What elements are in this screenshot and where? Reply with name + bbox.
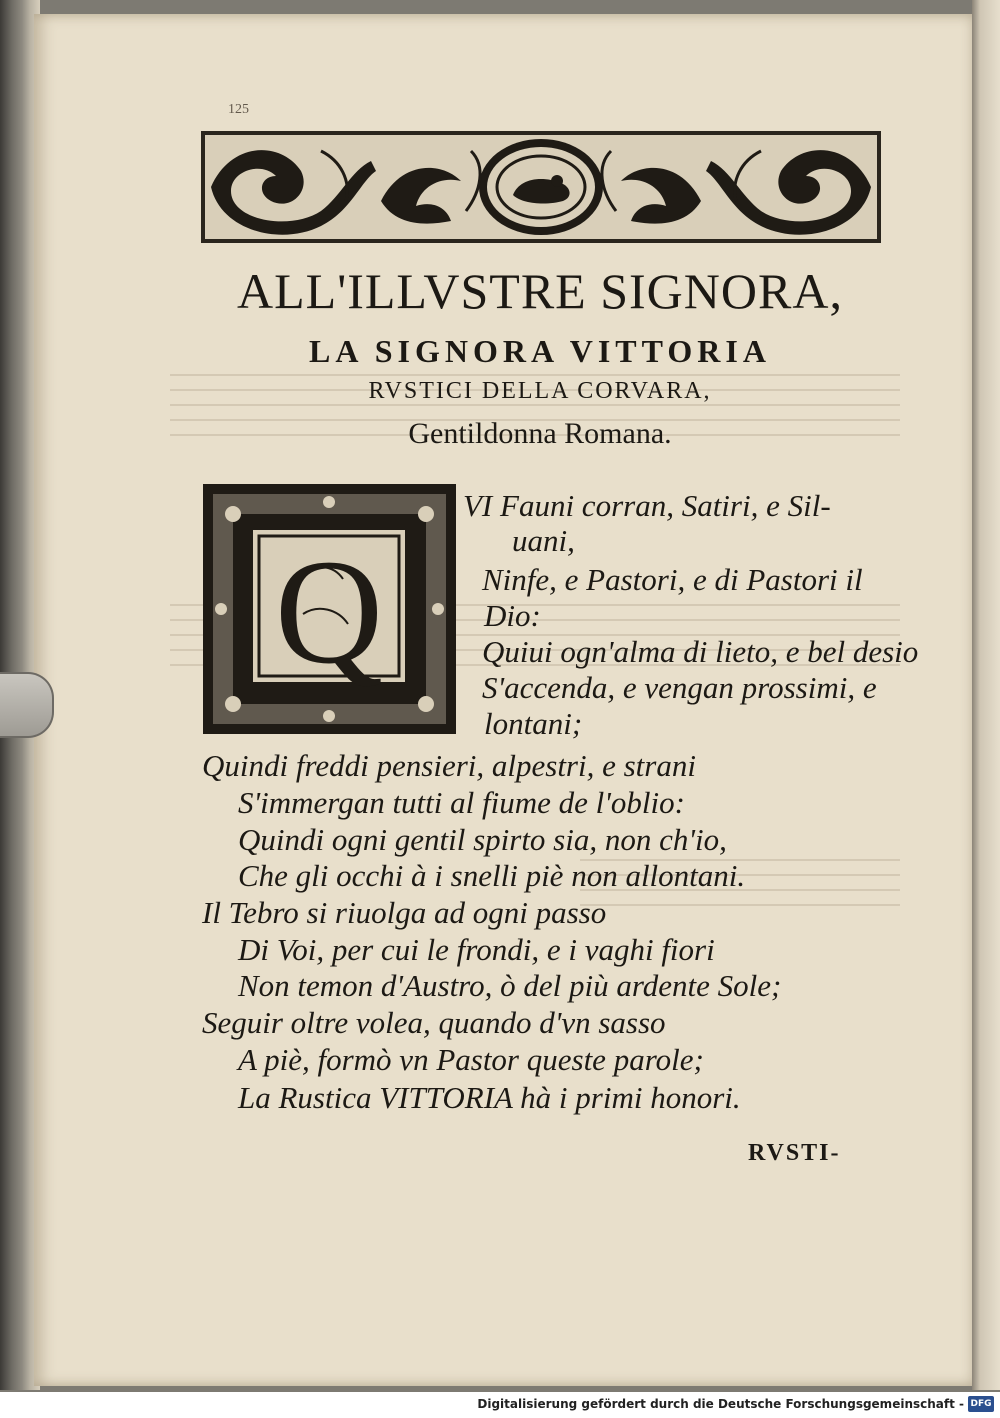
verse-line-10: Quindi ogni gentil spirto sia, non ch'io, [238,822,727,857]
initial-letter: Q [274,529,384,695]
dfg-logo: DFG [968,1396,994,1412]
page-number: 125 [228,102,249,117]
verse-line-3: Ninfe, e Pastori, e di Pastori il [482,562,863,597]
verse-line-12: Il Tebro si riuolga ad ogni passo [202,895,607,930]
verse-line-2: uani, [512,523,575,558]
dedication-title: ALL'ILLVSTRE SIGNORA, [237,263,843,319]
dedication-descriptor: Gentildonna Romana. [408,417,672,450]
facing-page-edge [972,0,1000,1390]
page-clip [0,672,54,738]
verse-line-6: S'accenda, e vengan prossimi, e [482,670,877,705]
decorated-initial-q [203,484,456,734]
footer-credit: Digitalisierung gefördert durch die Deutsche Forschungsgemeinschaft - [477,1397,964,1411]
verse-line-9: S'immergan tutti al fiume de l'oblio: [238,785,685,820]
verse-line-11: Che gli occhi à i snelli piè non allontani. [238,858,746,893]
verse-line-13: Di Voi, per cui le frondi, e i vaghi fiori [238,932,715,967]
verse-line-7: lontani; [484,706,583,741]
header-ornament-woodcut [201,131,881,243]
dedication-family: RVSTICI DELLA CORVARA, [368,378,712,404]
verse-line-16: A piè, formò vn Pastor queste parole; [238,1042,704,1077]
verse-line-5: Quiui ogn'alma di lieto, e bel desio [482,634,919,669]
catchword: RVSTI- [748,1140,841,1166]
verse-line-8: Quindi freddi pensieri, alpestri, e strani [202,748,696,783]
verse-line-4: Dio: [484,598,541,633]
verse-line-17: La Rustica VITTORIA hà i primi honori. [238,1080,741,1115]
verse-line-14: Non temon d'Austro, ò del più ardente Sole; [238,968,782,1003]
dedication-name: LA SIGNORA VITTORIA [309,333,771,369]
verse-line-15: Seguir oltre volea, quando d'vn sasso [202,1005,666,1040]
verse-line-1: VI Fauni corran, Satiri, e Sil- [463,488,831,523]
